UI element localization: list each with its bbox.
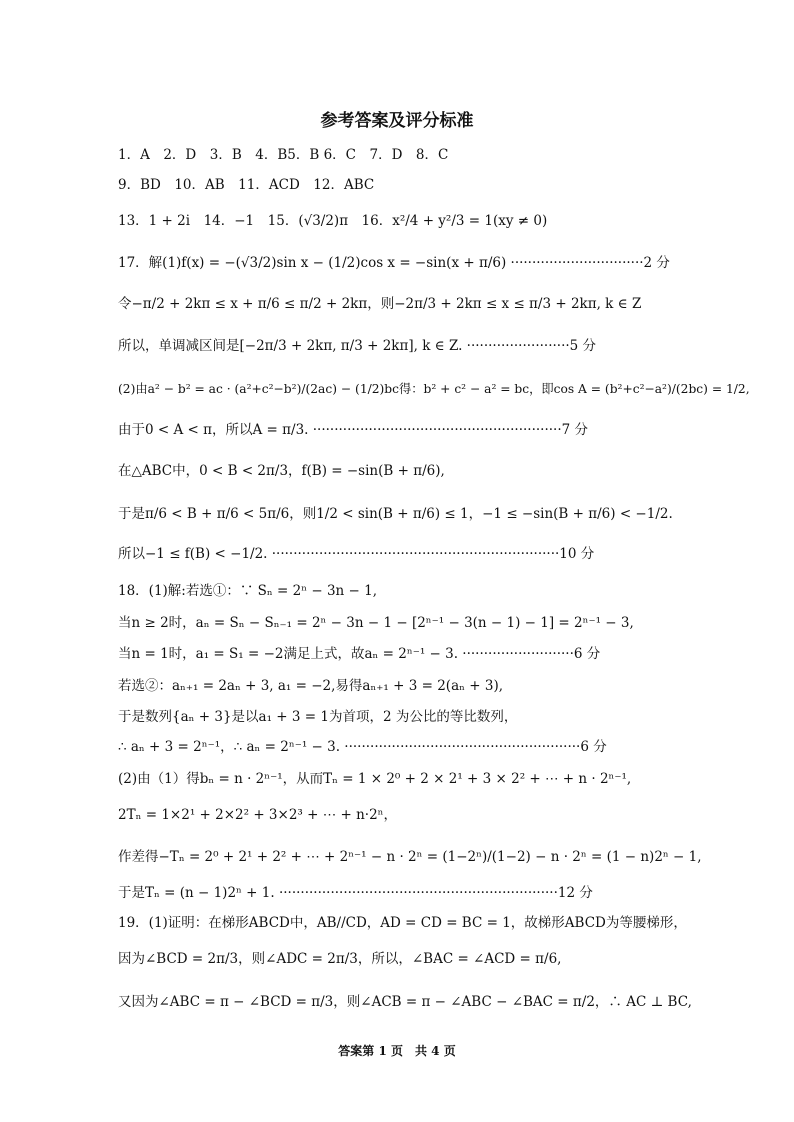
answer-line: 令−π/2 + 2kπ ≤ x + π/6 ≤ π/2 + 2kπ，则−2π/3 + 2kπ ≤ x ≤ π/3 + 2kπ, k ∈ Z xyxy=(118,296,642,312)
answer-line: 于是π/6 < B + π/6 < 5π/6，则1/2 < sin(B + π/6) ≤ 1，−1 ≤ −sin(B + π/6) < −1/2. xyxy=(118,506,673,522)
answer-line: 又因为∠ABC = π − ∠BCD = π/3，则∠ACB = π − ∠ABC − ∠BAC = π/2，∴ AC ⊥ BC, xyxy=(118,994,692,1010)
answer-line: 若选②：aₙ₊₁ = 2aₙ + 3, a₁ = −2,易得aₙ₊₁ + 3 = 2(aₙ + 3), xyxy=(118,678,504,694)
answer-line: 所以，单调减区间是[−2π/3 + 2kπ, π/3 + 2kπ], k ∈ Z. ························5 分 xyxy=(118,338,597,354)
answer-line: 于是Tₙ = (n − 1)2ⁿ + 1. ·································································12 分 xyxy=(118,885,593,901)
answer-line: (2)由a² − b² = ac · (a²+c²−b²)/(2ac) − (1/2)bc得：b² + c² − a² = bc，即cos A = (b²+c²−a²)/(2bc) = 1/2, xyxy=(118,382,750,396)
answer-line: 因为∠BCD = 2π/3，则∠ADC = 2π/3，所以，∠BAC = ∠ACD = π/6, xyxy=(118,951,562,967)
answer-line: 作差得−Tₙ = 2⁰ + 2¹ + 2² + ⋯ + 2ⁿ⁻¹ − n · 2ⁿ = (1−2ⁿ)/(1−2) − n · 2ⁿ = (1 − n)2ⁿ − 1, xyxy=(118,849,702,865)
answer-line: 1．A 2．D 3．B 4．B5．B 6．C 7．D 8．C xyxy=(118,147,449,163)
answer-line: 由于0 < A < π，所以A = π/3. ··························································7 分 xyxy=(118,422,589,438)
answer-line: 19．(1)证明：在梯形ABCD中，AB//CD，AD = CD = BC = 1，故梯形ABCD为等腰梯形， xyxy=(118,915,687,931)
answer-line: 于是数列{aₙ + 3}是以a₁ + 3 = 1为首项，2 为公比的等比数列， xyxy=(118,709,518,725)
answer-line: ∴ aₙ + 3 = 2ⁿ⁻¹，∴ aₙ = 2ⁿ⁻¹ − 3. ·······················································6 分 xyxy=(118,739,607,755)
page-footer: 答案第 1 页 共 4 页 xyxy=(338,1044,456,1058)
answer-line: 所以−1 ≤ f(B) < −1/2. ···································································10 分 xyxy=(118,546,595,562)
answer-line: 2Tₙ = 1×2¹ + 2×2² + 3×2³ + ⋯ + n·2ⁿ， xyxy=(118,807,398,823)
answer-line: 18．(1)解:若选①：∵ Sₙ = 2ⁿ − 3n − 1, xyxy=(118,583,378,599)
answer-line: 当n ≥ 2时，aₙ = Sₙ − Sₙ₋₁ = 2ⁿ − 3n − 1 − [2ⁿ⁻¹ − 3(n − 1) − 1] = 2ⁿ⁻¹ − 3, xyxy=(118,615,634,631)
answer-line: 9．BD 10．AB 11．ACD 12．ABC xyxy=(118,177,375,193)
answer-line: (2)由（1）得bₙ = n · 2ⁿ⁻¹，从而Tₙ = 1 × 2⁰ + 2 × 2¹ + 3 × 2² + ⋯ + n · 2ⁿ⁻¹, xyxy=(118,771,632,787)
page-title: 参考答案及评分标准 xyxy=(320,111,474,131)
answer-line: 13．1 + 2i 14．−1 15．(√3/2)π 16．x²/4 + y²/3 = 1(xy ≠ 0) xyxy=(118,213,548,229)
answer-line: 当n = 1时，a₁ = S₁ = −2满足上式，故aₙ = 2ⁿ⁻¹ − 3. ··························6 分 xyxy=(118,646,601,662)
answer-line: 17．解(1)f(x) = −(√3/2)sin x − (1/2)cos x = −sin(x + π/6) ·······························2 分 xyxy=(118,255,670,271)
answer-line: 在△ABC中，0 < B < 2π/3，f(B) = −sin(B + π/6), xyxy=(118,463,445,479)
